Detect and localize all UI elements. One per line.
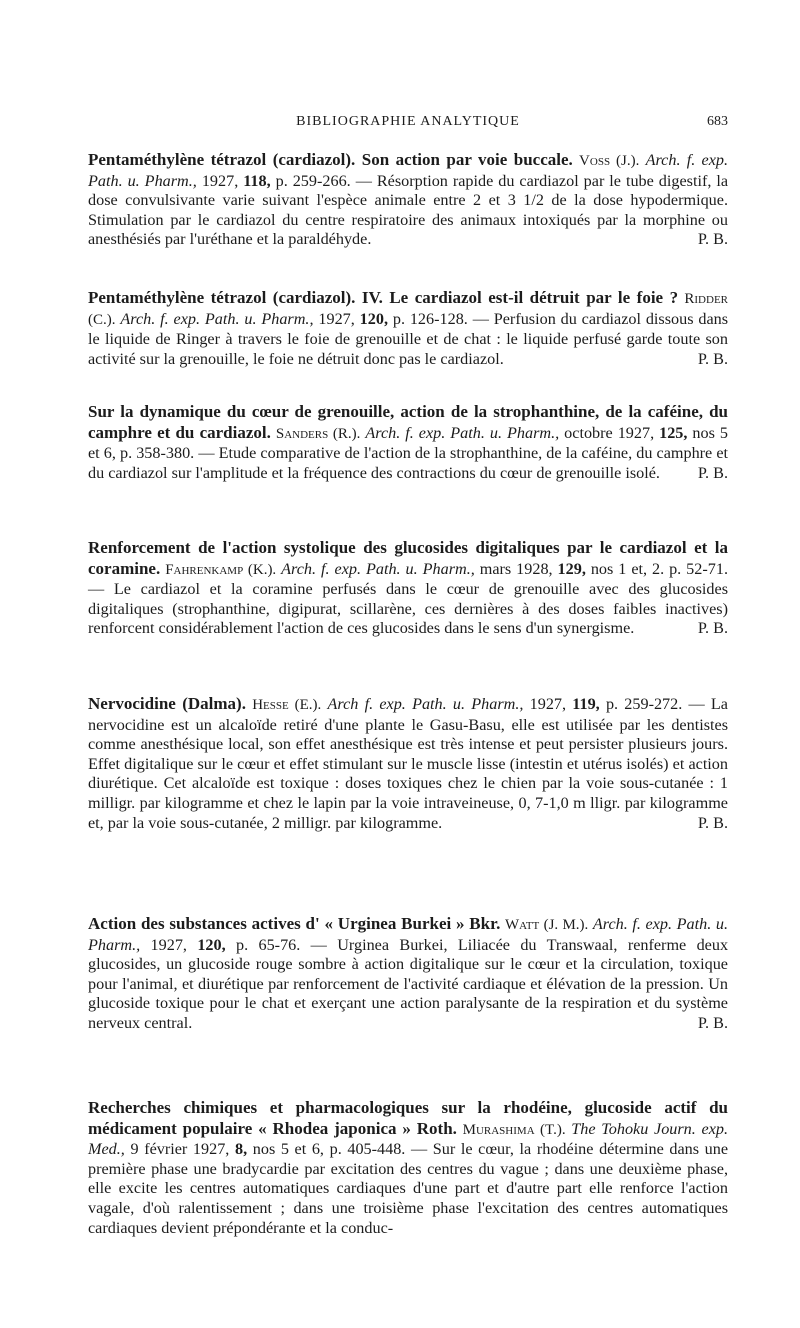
entry-pages: nos 1 et, 2. p. 52-71. (590, 559, 728, 578)
entry-pages: p. 126-128. (392, 309, 468, 328)
entry-pages: nos 5 et 6, p. 358-380. (88, 423, 728, 463)
entry-abstract: — La nervocidine est un alcaloïde retiré d'une plante le Gasu-Basu, elle est utilisée par les dentistes comme anesthésique local, son effet anesthésique est très intense et peut persister plusieurs jours. Effet digitalique sur le cœur et effet stimulant sur le muscle lisse (intestin et utérus isolés) et action diurétique. Cet alcaloïde est toxique : doses toxiques chez le chien par la voie sous-cutanée : 1 milligr. par kilogramme et chez le lapin par la voie intraveineuse, 0, 7-1,0 m lligr. par kilogramme et, par la voie sous-cutanée, 2 milligr. par kilogramme. (88, 695, 728, 832)
entry-signature: P. B. (697, 813, 728, 832)
page-number: 683 (707, 114, 728, 129)
bibliography-entry (88, 694, 728, 833)
entry-signature: P. B. (697, 230, 728, 249)
entry-title: Nervocidine (Dalma). (88, 694, 246, 713)
entry-pages: p. 259-266. (275, 171, 351, 190)
entry-title: Pentaméthylène tétrazol (cardiazol). IV. Le cardiazol est-il détruit par le foie ? (88, 288, 679, 307)
entry-title: Renforcement de l'action systolique des glucosides digitaliques par le cardiazol et la coramine. (88, 538, 728, 578)
entry-journal: Arch. f. exp. Path. u. Pharm., (88, 151, 729, 190)
entry-abstract: — Perfusion du cardiazol dissous dans le liquide de Ringer à travers le foie de grenouille et de chat : le liquide perfusé garde toute son activité sur la grenouille, le foie ne détruit donc pas le cardiazol. (88, 309, 729, 368)
bibliography-entry (88, 1098, 728, 1238)
entry-year: mars 1928, (479, 559, 553, 578)
entry-journal: Arch. f. exp. Path. u. Pharm., (281, 559, 475, 578)
bibliography-entry (88, 150, 728, 250)
bibliography-entry (88, 538, 728, 639)
entry-title: Action des substances actives d' « Urginea Burkei » Bkr. (88, 914, 501, 933)
entry-abstract: — Etude comparative de l'action de la strophanthine, de la caféine, du camphre et du cardiazol sur l'amplitude et la fréquence des contractions du cœur de grenouille isolé. (88, 444, 729, 482)
entry-journal: Arch. f. exp. Path. u. Pharm., (120, 309, 314, 328)
entry-volume: 120, (359, 309, 388, 328)
bibliography-entry (88, 288, 728, 369)
entry-title: Pentaméthylène tétrazol (cardiazol). Son action par voie buccale. (88, 150, 573, 169)
entry-pages: p. 259-272. (605, 695, 683, 713)
entry-abstract: — Sur le cœur, la rhodéine détermine dans une première phase une bradycardie par excitation des centres du vague ; dans une deuxième phase, elle excite les centres automatiques cardiaques d'une part et d'autre part elle renforce l'action vagale, d'où ralentissement ; dans une troisième phase l'excitation des centres automatiques cardiaques devient prépondérante et la conduc- (88, 1140, 729, 1237)
entry-volume: 129, (557, 559, 586, 578)
entry-signature: P. B. (697, 619, 728, 638)
entry-volume: 125, (659, 423, 688, 442)
entry-author: Murashima (T.). (462, 1121, 566, 1138)
entry-author: Sanders (R.). (275, 425, 361, 442)
entry-journal: Arch. f. exp. Path. u. Pharm., (88, 915, 729, 954)
entry-volume: 120, (197, 935, 226, 954)
entry-year: 9 février 1927, (130, 1140, 230, 1159)
entry-signature: P. B. (697, 463, 728, 482)
entry-pages: nos 5 et 6, p. 405-448. (252, 1140, 406, 1159)
entry-volume: 118, (243, 171, 271, 190)
entry-abstract: — Le cardiazol et la coramine perfusés dans le cœur de grenouille avec des glucosides digitaliques (strophanthine, digipurat, scillarène, ces dernières à des doses faibles inactives) renforcent considérablement l'action de ces glucosides dans le sens d'un synergisme. (88, 580, 728, 638)
entry-author: Voss (J.). (579, 153, 640, 169)
bibliography-entry (88, 402, 728, 483)
entry-abstract: — Urginea Burkei, Liliacée du Transwaal, renferme deux glucosides, un glucoside rouge sombre à action digitalique sur le cœur et la circulation, toxique pour l'animal, et diurétique par renforcement de l'activité cardiaque et élévation de la pression. Un glucoside toxique pour le chat et exerçant une action paralysante de la respiration et du système nerveux central. (88, 935, 729, 1032)
entry-title: Recherches chimiques et pharmacologiques sur la rhodéine, glucoside actif du médicament populaire « Rhodea japonica » Roth. (88, 1098, 728, 1138)
entry-author: Hesse (E.). (252, 697, 322, 713)
entry-title: Sur la dynamique du cœur de grenouille, action de la strophanthine, de la caféine, du camphre et du cardiazol. (88, 402, 728, 442)
entry-abstract: — Résorption rapide du cardiazol par le tube digestif, la dose convulsivante varie suivant l'espèce animale entre 2 et 3 1/2 de la dose hypodermique. Stimulation par le cardiazol du centre respiratoire des animaux intoxiqués par la morphine ou anesthésiés par l'uréthane et la paraldéhyde. (88, 171, 729, 249)
bibliography-entry (88, 914, 728, 1034)
entry-author: Fahrenkamp (K.). (165, 561, 277, 578)
entry-author: Ridder (C.). (88, 291, 729, 328)
entry-year: 1927, (529, 695, 567, 713)
entry-signature: P. B. (697, 1013, 728, 1032)
entry-year: 1927, (318, 309, 355, 328)
entry-journal: The Tohoku Journ. exp. Med., (88, 1119, 729, 1159)
entry-volume: 119, (572, 695, 600, 713)
entry-year: octobre 1927, (564, 423, 655, 442)
entry-year: 1927, (201, 171, 239, 190)
entry-journal: Arch f. exp. Path. u. Pharm., (327, 695, 524, 713)
entry-year: 1927, (150, 935, 187, 954)
page-header (88, 114, 728, 136)
entry-signature: P. B. (697, 349, 728, 368)
entry-pages: p. 65-76. (236, 935, 301, 954)
entry-volume: 8, (234, 1140, 248, 1159)
entry-author: Watt (J. M.). (504, 917, 589, 933)
entry-journal: Arch. f. exp. Path. u. Pharm., (365, 423, 560, 442)
running-head: BIBLIOGRAPHIE ANALYTIQUE (296, 114, 520, 129)
